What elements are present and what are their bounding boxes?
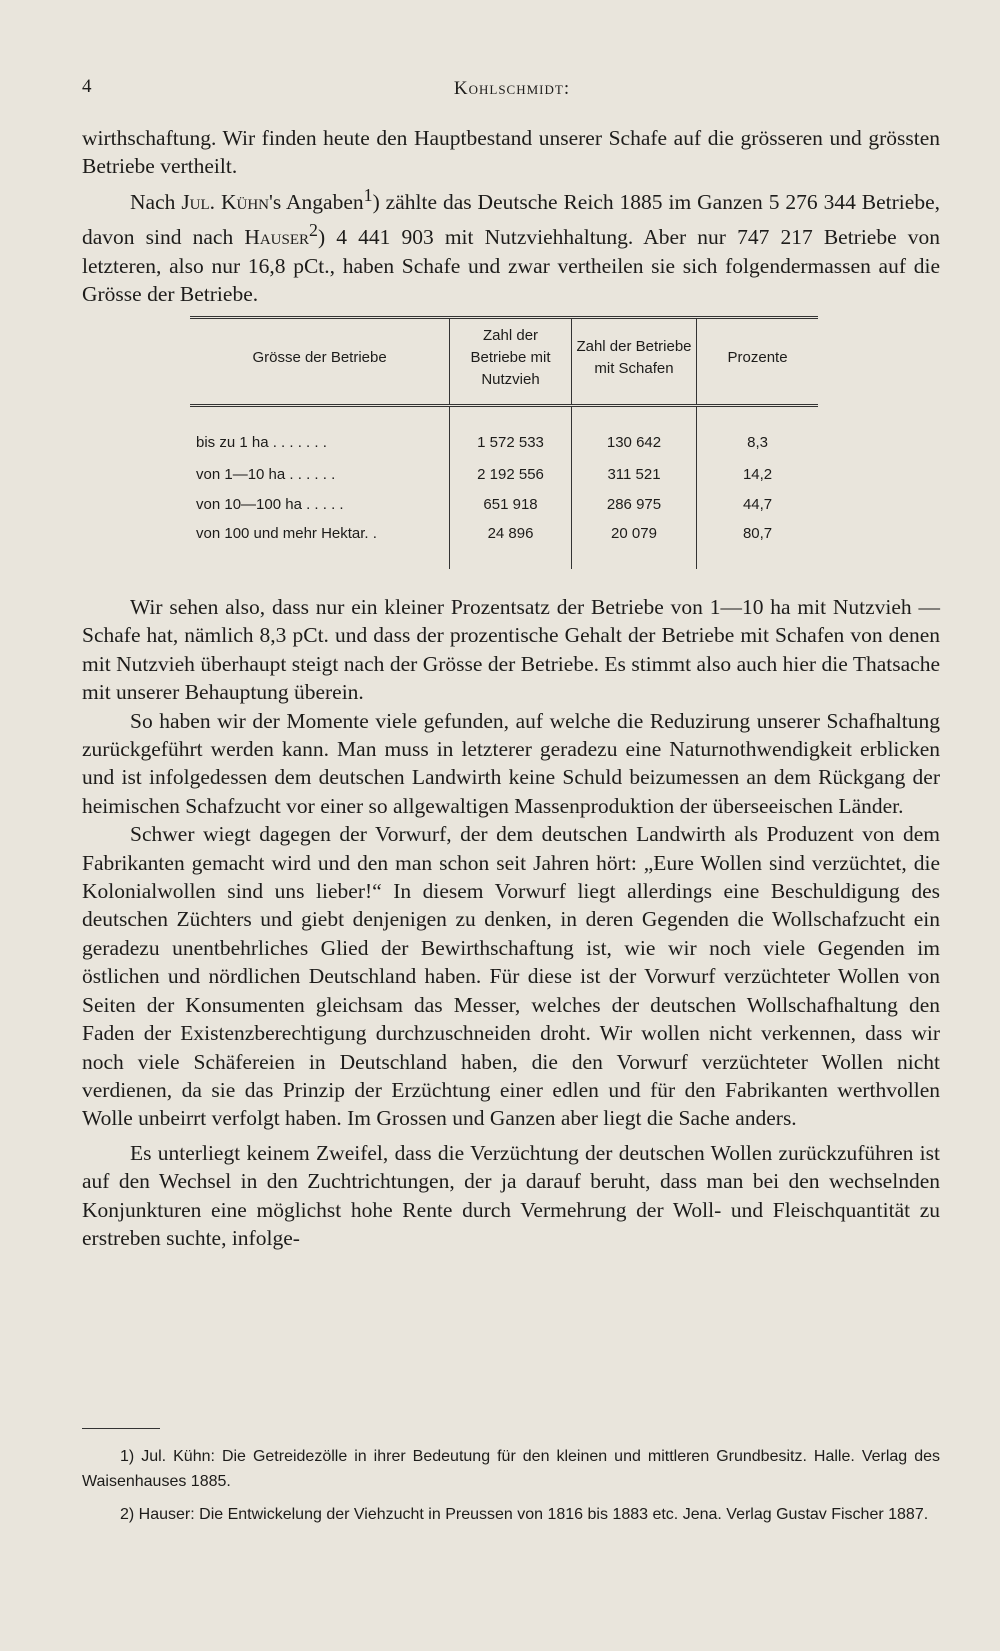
header-percent: Prozente — [697, 318, 818, 406]
header-size: Grösse der Betriebe — [190, 318, 450, 406]
running-head: Kohlschmidt: — [453, 78, 571, 99]
cell-percent: 80,7 — [697, 519, 818, 569]
body-text — [82, 124, 940, 309]
cell-percent: 8,3 — [697, 406, 818, 460]
footnotes — [82, 1444, 940, 1535]
cell-size: bis zu 1 ha . . . . . . . — [196, 433, 327, 451]
footnote-2: 2) Hauser: Die Entwickelung der Viehzucht in Preussen von 1816 bis 1883 etc. Jena. Verlag Gustav Fischer 1887. — [120, 1506, 929, 1523]
footnote-divider — [82, 1428, 160, 1429]
paragraph-3: Wir sehen also, dass nur ein kleiner Prozentsatz der Betriebe von 1—10 ha mit Nutzvieh — Schafe hat, nämlich 8,3 pCt. und dass der prozentische Gehalt der Betriebe mit Schafen von denen mit Nutzvieh überhaupt steigt nach der Grösse der Betriebe. Es stimmt also auch hier die Thatsache mit unserer Behauptung überein. — [82, 595, 940, 705]
paragraph-4: So haben wir der Momente viele gefunden, auf welche die Reduzirung unserer Schafhaltung zurückgeführt werden kann. Man muss in letzterer geradezu eine Naturnothwendigkeit erblicken und ist infolgedessen dem deutschen Landwirth keine Schuld beizumessen an dem Rückgang der heimischen Schafzucht vor einer so allgewaltigen Massenproduktion der überseeischen Länder. — [82, 708, 940, 818]
paragraph-6: Es unterliegt keinem Zweifel, dass die Verzüchtung der deutschen Wollen zurückzuführen ist auf den Wechsel in den Zuchtrichtungen, der ja darauf beruht, dass man bei den wechselnden Konjunkturen eine möglichst hohe Rente durch Vermehrung der Woll- und Fleischquantität zu erstreben suchte, infolge- — [82, 1140, 940, 1250]
author-name-kuehn: Jul. Kühn — [181, 189, 270, 214]
statistics-table — [190, 316, 818, 569]
cell-livestock: 651 918 — [450, 489, 572, 519]
cell-size: von 10—100 ha . . . . . — [196, 495, 344, 513]
cell-livestock: 1 572 533 — [450, 406, 572, 460]
paragraph-5: Schwer wiegt dagegen der Vorwurf, der dem deutschen Landwirth als Produzent von dem Fabrikanten gemacht wird und den man schon seit Jahren hört: „Eure Wollen sind verzüchtet, die Kolonialwollen sind uns lieber!“ In diesem Vorwurf liegt allerdings eine Beschuldigung des deutschen Züchters und giebt denjenigen zu denken, in deren Gegenden die Wollschafzucht ein geradezu unentbehrliches Glied der Bewirthschaftung ist, wie wir noch viele Gegenden im östlichen und nördlichen Deutschland haben. Für diese ist der Vorwurf verzüchteter Wollen von Seiten der Konsumenten gleichsam das Messer, welches der deutschen Wollschafhaltung den Faden der Existenzberechtigung durchzuschneiden droht. Wir wollen nicht verkennen, dass wir noch viele Schäfereien in Deutschland haben, die den Vorwurf verzüchteter Wollen nicht verdienen, da sie das Prinzip der Erzüchtung einer edlen und für den Fabrikanten werthvollen Wolle unbeirrt verfolgt haben. Im Grossen und Ganzen aber liegt die Sache anders. — [82, 822, 940, 1131]
cell-livestock: 24 896 — [450, 519, 572, 569]
paragraph-2-text-b: 's Angaben — [269, 189, 364, 214]
paragraph-2 — [82, 181, 940, 309]
body-text-continued — [82, 593, 940, 1252]
table-row — [190, 459, 818, 489]
table-header-row — [190, 318, 818, 406]
cell-livestock: 2 192 556 — [450, 459, 572, 489]
paragraph-2-text-c: ) zählte das Deutsche Reich 1885 im Ganzen 5 276 344 Betriebe, davon sind nach — [82, 189, 940, 250]
table-row — [190, 406, 818, 460]
paragraph-2-text-d: ) 4 441 903 mit Nutzviehhaltung. Aber nur 747 217 Betriebe von letzteren, also nur 16,8 pCt., haben Schafe und zwar vertheilen sie sich folgendermassen auf die Grösse der Betriebe. — [82, 225, 941, 307]
page-number: 4 — [82, 76, 92, 97]
cell-percent: 14,2 — [697, 459, 818, 489]
header-sheep: Zahl der Betriebe mit Schafen — [571, 318, 696, 406]
cell-size: von 1—10 ha . . . . . . — [196, 465, 336, 483]
cell-sheep: 20 079 — [571, 519, 696, 569]
page-header — [82, 76, 942, 104]
cell-percent: 44,7 — [697, 489, 818, 519]
cell-size: von 100 und mehr Hektar. . — [196, 525, 377, 542]
author-name-hauser: Hauser — [244, 225, 310, 250]
header-livestock: Zahl der Betriebe mit Nutzvieh — [450, 318, 572, 406]
cell-sheep: 286 975 — [571, 489, 696, 519]
table-row — [190, 489, 818, 519]
cell-sheep: 311 521 — [571, 459, 696, 489]
statistics-table-wrap — [190, 316, 818, 566]
cell-sheep: 130 642 — [571, 406, 696, 460]
paragraph-1: wirthschaftung. Wir finden heute den Hauptbestand unserer Schafe auf die grösseren und grössten Betriebe vertheilt. — [82, 126, 940, 179]
footnote-ref-2: 2 — [309, 220, 318, 241]
table-row — [190, 519, 818, 569]
paragraph-2-text-a: Nach — [130, 189, 182, 214]
footnote-ref-1: 1 — [363, 184, 373, 205]
footnote-1: 1) Jul. Kühn: Die Getreidezölle in ihrer Bedeutung für den kleinen und mittleren Grundbesitz. Halle. Verlag des Waisenhauses 1885. — [82, 1448, 940, 1490]
